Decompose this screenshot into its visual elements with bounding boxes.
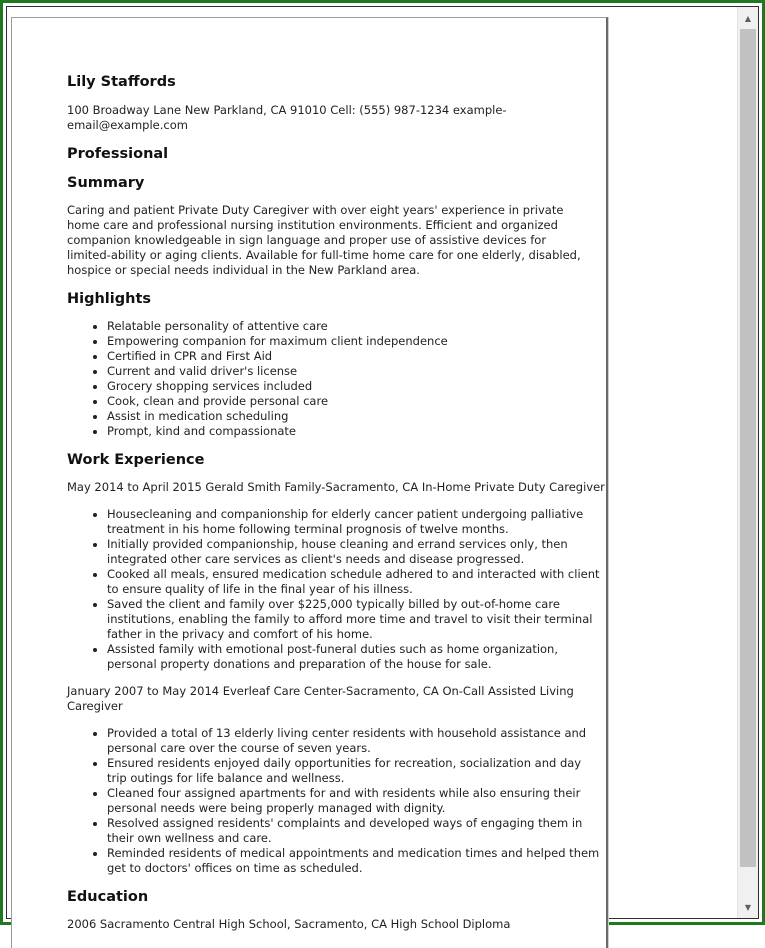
section-heading-summary: Summary (67, 175, 145, 191)
list-item: • Current and valid driver's license (107, 364, 602, 379)
section-heading-work-experience: Work Experience (67, 452, 205, 468)
list-item: • Grocery shopping services included (107, 379, 602, 394)
job-title-line: May 2014 to April 2015 Gerald Smith Family-Sacramento, CA In-Home Private Duty Caregiver (67, 480, 605, 494)
job-duties-list (67, 726, 602, 876)
list-item: • Initially provided companionship, house cleaning and errand services only, then integrated other care services as client's needs and disease progressed. (107, 537, 602, 567)
job-title-line: January 2007 to May 2014 Everleaf Care Center-Sacramento, CA On-Call Assisted Living Caregiver (67, 684, 574, 713)
education-entry: 2006 Sacramento Central High School, Sacramento, CA High School Diploma (67, 917, 511, 931)
highlights-list (67, 319, 602, 439)
list-item: • Empowering companion for maximum client independence (107, 334, 602, 349)
list-item: • Assist in medication scheduling (107, 409, 602, 424)
scrollbar-thumb[interactable] (740, 29, 756, 867)
scroll-up-arrow-icon[interactable]: ▲ (744, 13, 752, 23)
list-item: • Saved the client and family over $225,000 typically billed by out-of-home care institutions, enabling the family to afford more time and travel to visit their terminal father in the privacy and comfort of his home. (107, 597, 602, 642)
job-duties-block (67, 726, 602, 876)
list-item: • Cook, clean and provide personal care (107, 394, 602, 409)
section-heading-highlights: Highlights (67, 291, 152, 307)
vertical-scrollbar[interactable] (737, 7, 758, 918)
list-item: • Certified in CPR and First Aid (107, 349, 602, 364)
highlights-list-block (67, 319, 602, 439)
section-heading-professional: Professional (67, 146, 169, 162)
document-viewport[interactable] (7, 7, 738, 931)
resume-content (67, 73, 607, 932)
list-item: • Relatable personality of attentive care (107, 319, 602, 334)
list-item: • Cooked all meals, ensured medication schedule adhered to and interacted with client to ensure quality of life in the final year of his illness. (107, 567, 602, 597)
candidate-name: Lily Staffords (67, 74, 176, 90)
resume-page (11, 17, 608, 948)
job-duties-list (67, 507, 602, 672)
list-item: • Cleaned four assigned apartments for and with residents while also ensuring their personal needs were being properly managed with dignity. (107, 786, 602, 816)
list-item: • Prompt, kind and compassionate (107, 424, 602, 439)
section-heading-education: Education (67, 889, 149, 905)
list-item: • Provided a total of 13 elderly living center residents with household assistance and personal care over the course of seven years. (107, 726, 602, 756)
list-item: • Housecleaning and companionship for elderly cancer patient undergoing palliative treatment in his home following terminal prognosis of twelve months. (107, 507, 602, 537)
job-duties-block (67, 507, 602, 672)
summary-text: Caring and patient Private Duty Caregiver with over eight years' experience in private home care and professional nursing institution environments. Efficient and organized companion knowledgeable in sign language and proper use of assistive devices for limited-ability or aging clients. Available for full-time home care for one elderly, disabled, hospice or special needs individual in the New Parkland area. (67, 203, 581, 277)
list-item: • Resolved assigned residents' complaints and developed ways of engaging them in their own wellness and care. (107, 816, 602, 846)
document-viewer (6, 6, 759, 931)
list-item: • Ensured residents enjoyed daily opportunities for recreation, socialization and day trip outings for life balance and wellness. (107, 756, 602, 786)
list-item: • Reminded residents of medical appointments and medication times and helped them get to doctors' offices on time as scheduled. (107, 846, 602, 876)
contact-info: 100 Broadway Lane New Parkland, CA 91010 Cell: (555) 987-1234 example-email@example.com (67, 103, 507, 132)
scroll-down-arrow-icon[interactable]: ▼ (744, 902, 752, 912)
list-item: • Assisted family with emotional post-funeral duties such as home organization, personal property donations and preparation of the house for sale. (107, 642, 602, 672)
